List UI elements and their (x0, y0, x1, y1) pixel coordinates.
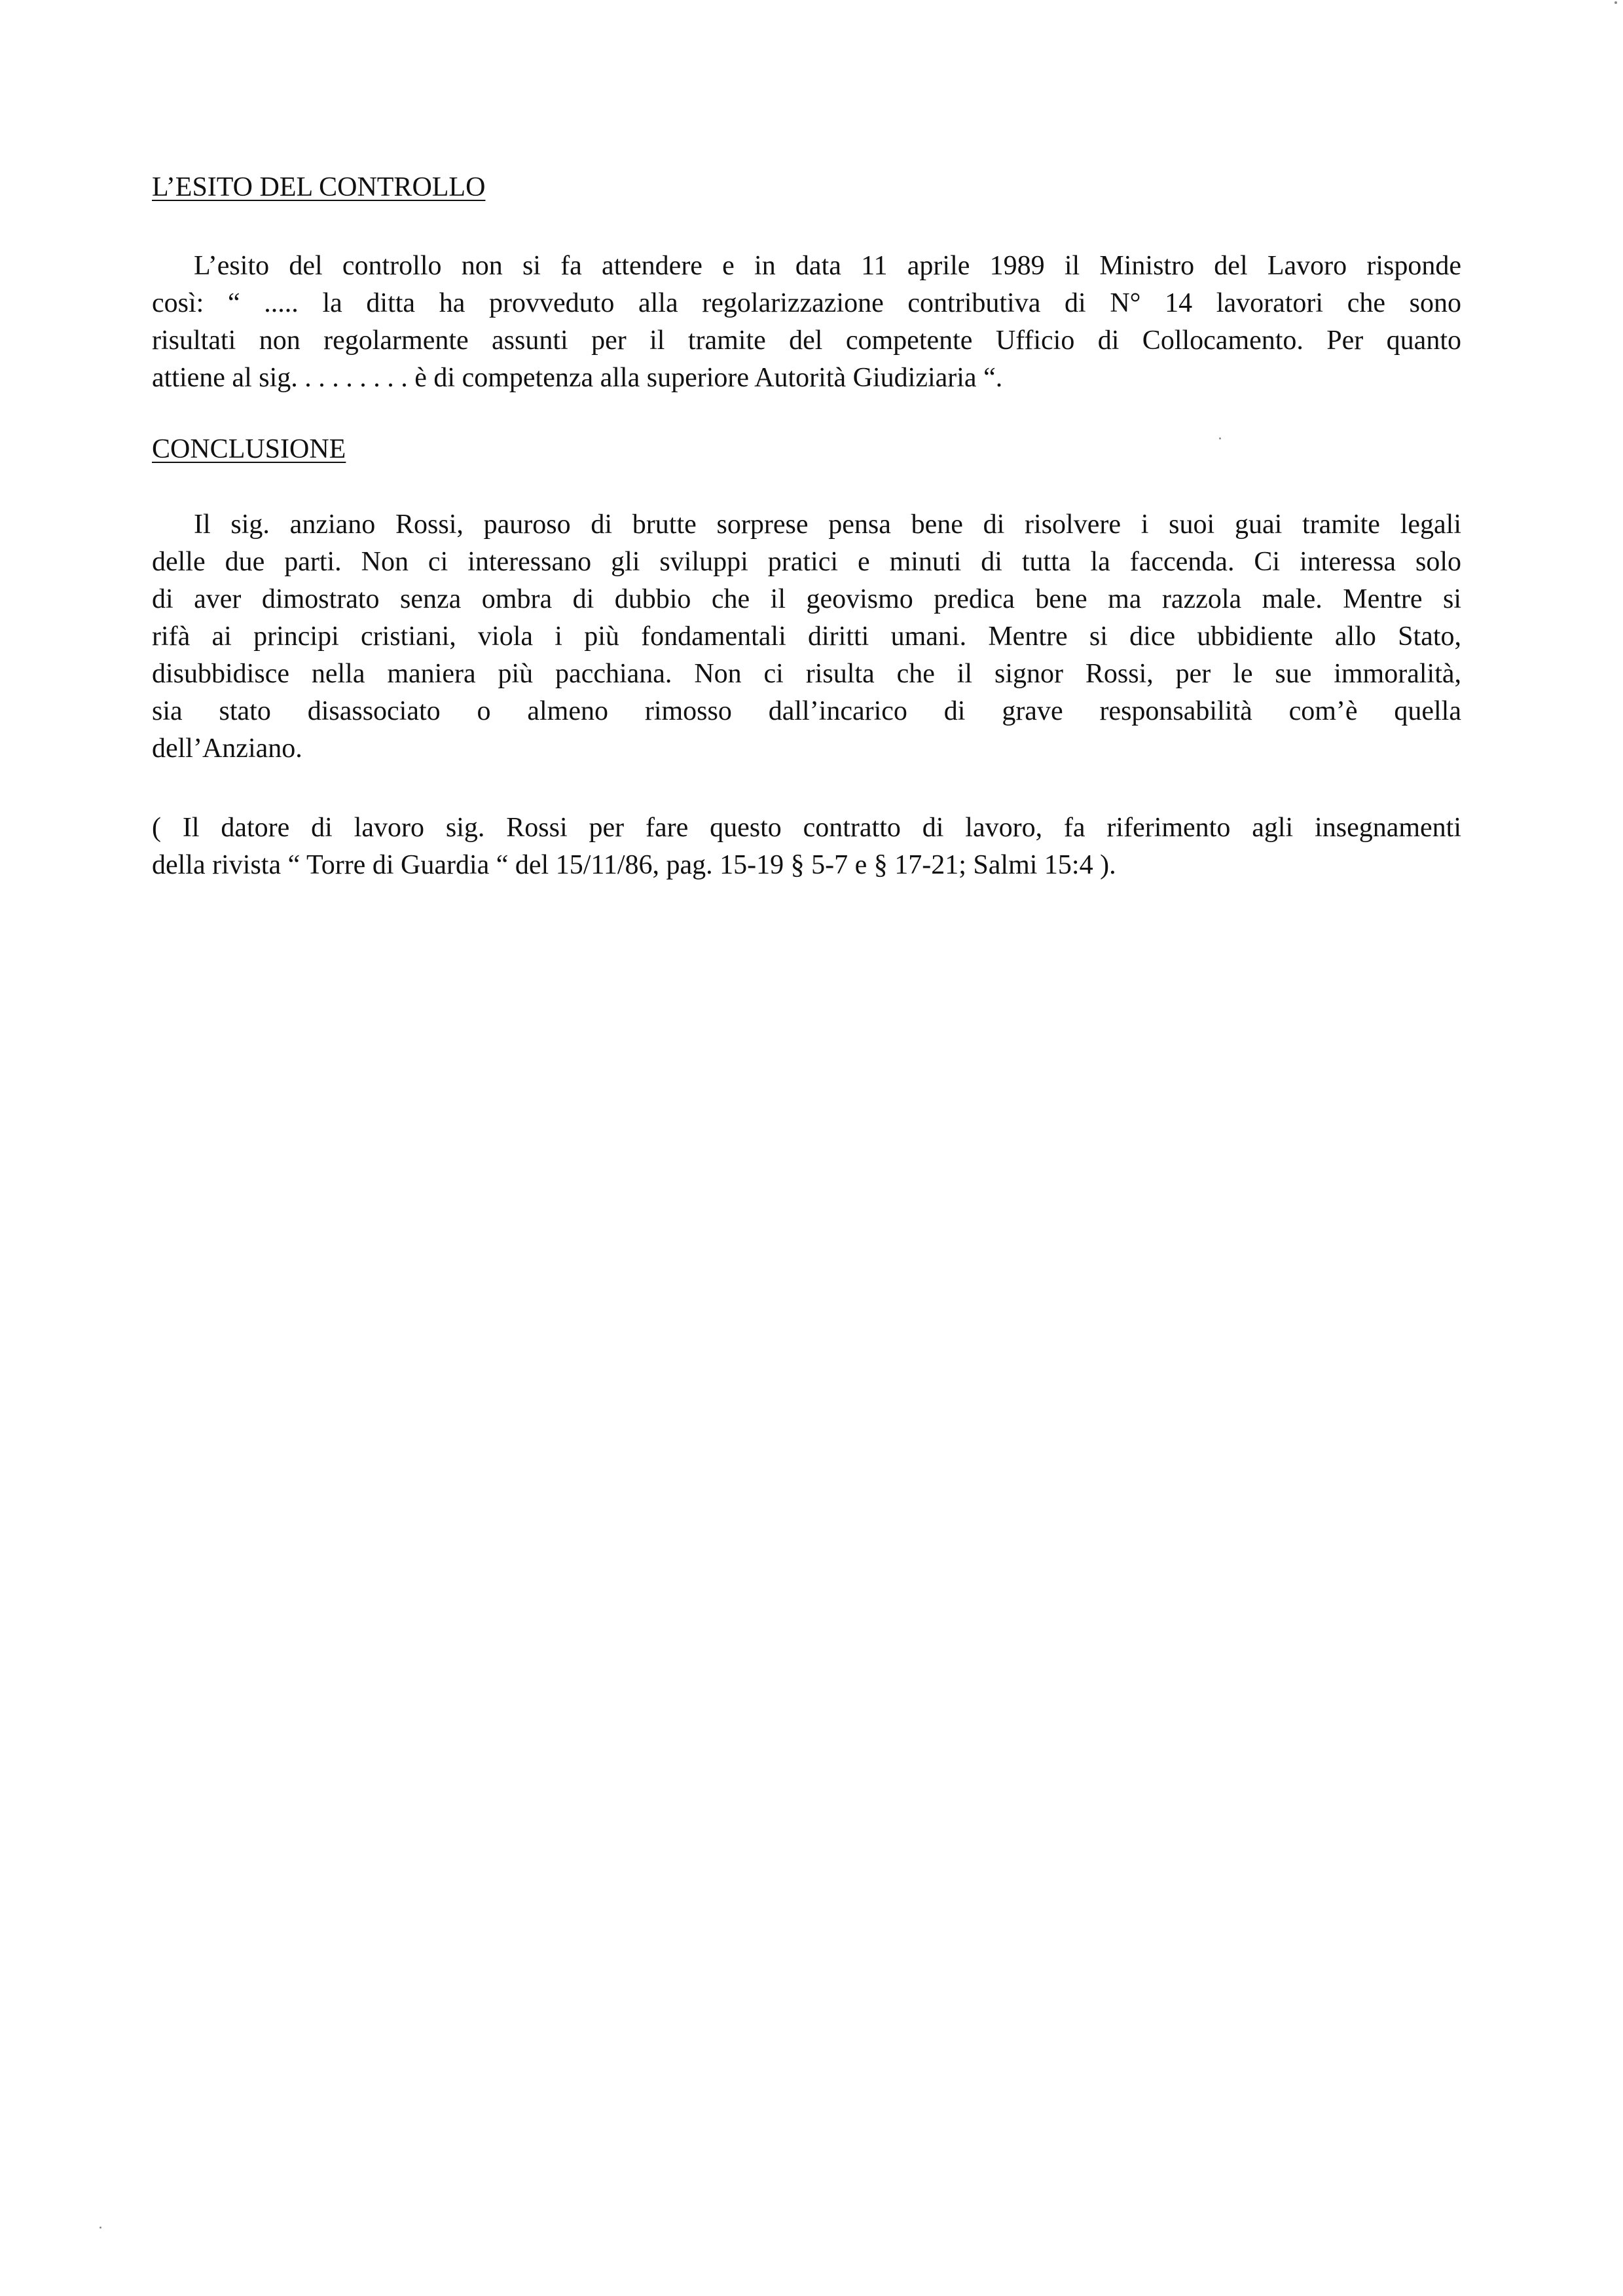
paragraph-esito (152, 248, 1461, 397)
paragraph-conclusione (152, 506, 1461, 768)
scan-speck (1219, 437, 1221, 439)
paragraph-line: disubbidisce nella maniera più pacchiana. Non ci risulta che il signor Rossi, per le sue immoralità, (152, 659, 1461, 689)
paragraph-line: di aver dimostrato senza ombra di dubbio che il geovismo predica bene ma razzola male. Mentre si (152, 584, 1461, 614)
paragraph-line: delle due parti. Non ci interessano gli sviluppi pratici e minuti di tutta la faccenda. Ci interessa solo (152, 547, 1461, 577)
paragraph-line: sia stato disassociato o almeno rimosso dall’incarico di grave responsabilità com’è quella (152, 696, 1461, 726)
paragraph-line: Il sig. anziano Rossi, pauroso di brutte sorprese pensa bene di risolvere i suoi guai tramite legali (194, 509, 1461, 540)
paragraph-line: rifà ai principi cristiani, viola i più fondamentali diritti umani. Mentre si dice ubbidiente allo Stato, (152, 621, 1461, 652)
section-heading-conclusione: CONCLUSIONE (152, 434, 346, 464)
paragraph-line: così: “ ..... la ditta ha provveduto alla regolarizzazione contributiva di N° 14 lavoratori che sono (152, 288, 1461, 318)
paragraph-line: L’esito del controllo non si fa attendere e in data 11 aprile 1989 il Ministro del Lavoro risponde (194, 251, 1461, 281)
paragraph-line: attiene al sig. . . . . . . . . è di competenza alla superiore Autorità Giudiziaria “. (152, 363, 1003, 393)
paragraph-line: dell’Anziano. (152, 733, 302, 764)
paragraph-line: risultati non regolarmente assunti per il tramite del competente Ufficio di Collocamento. Per quanto (152, 325, 1461, 356)
paragraph-note (152, 809, 1461, 884)
paragraph-line: ( Il datore di lavoro sig. Rossi per fare questo contratto di lavoro, fa riferimento agli insegnamenti (152, 813, 1461, 843)
scan-speck (100, 2227, 101, 2229)
scan-speck (1614, 1, 1617, 4)
paragraph-line: della rivista “ Torre di Guardia “ del 15/11/86, pag. 15-19 § 5-7 e § 17-21; Salmi 15:4 ). (152, 850, 1116, 880)
section-heading-esito: L’ESITO DEL CONTROLLO (152, 172, 486, 202)
